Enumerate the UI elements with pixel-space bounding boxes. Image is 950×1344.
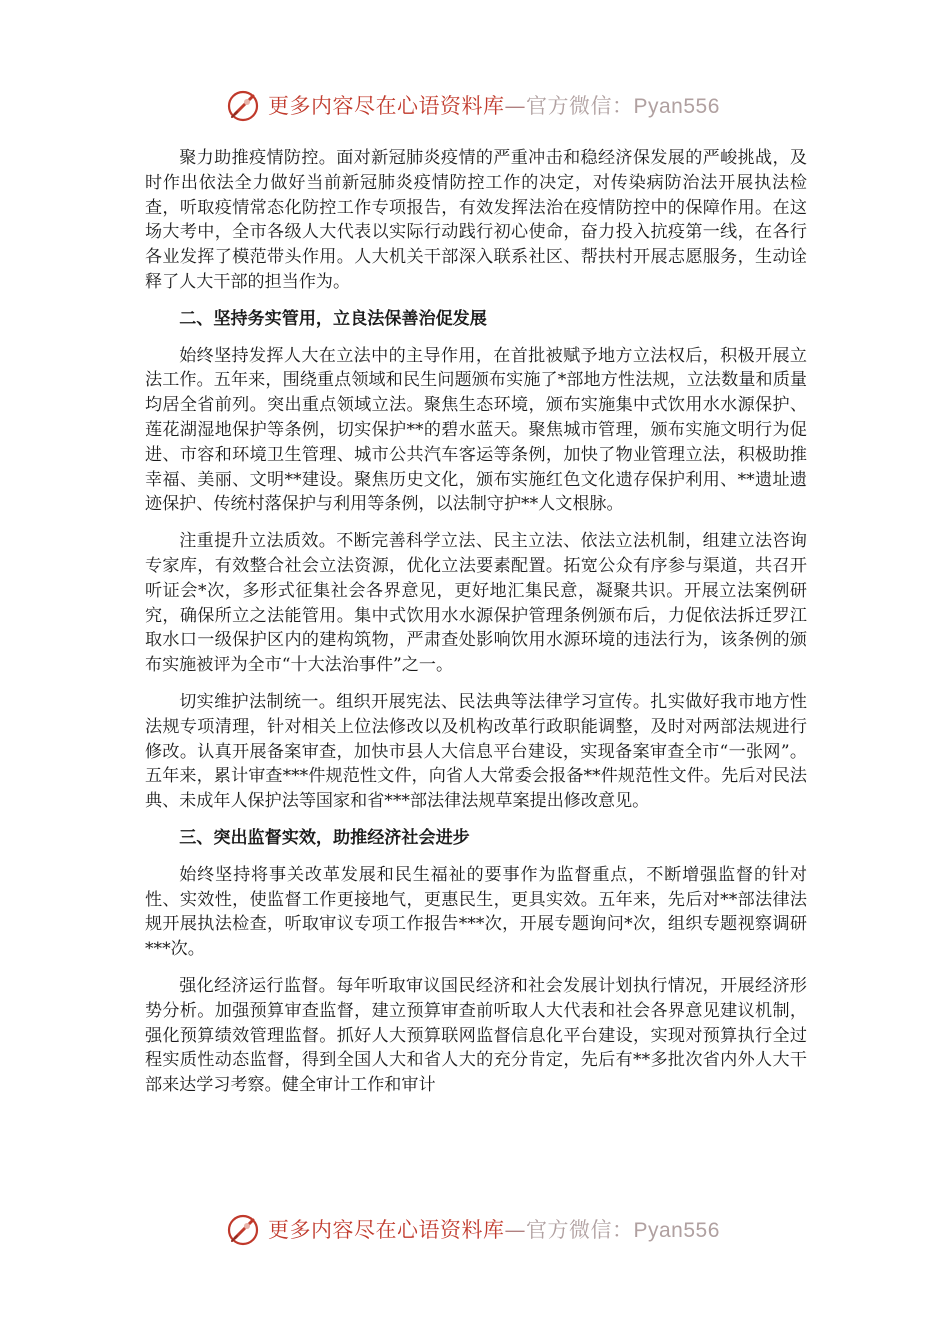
header-watermark-banner xyxy=(0,86,950,126)
watermark-text xyxy=(268,1214,720,1244)
paragraph-supervision-lead: 始终坚持将事关改革发展和民生福祉的要事作为监督重点，不断增强监督的针对性、实效性，使监督工作更接地气，更惠民生，更具实效。五年来，先后对**部法律法规开展执法检查，听取审议专项工作报告***次，开展专题询问*次，组织专题视察调研***次。 xyxy=(145,864,807,960)
watermark-text xyxy=(268,90,720,120)
watermark-wechat-id: Pyan556 xyxy=(633,95,720,118)
watermark-separator: — xyxy=(504,94,526,118)
pen-logo-icon xyxy=(226,88,262,124)
watermark-main: 更多内容尽在心语资料库 xyxy=(268,94,505,118)
document-body xyxy=(145,146,807,1098)
watermark-wechat-label: 官方微信： xyxy=(526,1218,634,1242)
paragraph-legislation-quality: 注重提升立法质效。不断完善科学立法、民主立法、依法立法机制，组建立法咨询专家库，有效整合社会立法资源，优化立法要素配置。拓宽公众有序参与渠道，共召开听证会*次，多形式征集社会各界意见，更好地汇集民意，凝聚共识。开展立法案例研究，确保所立之法能管用。集中式饮用水水源保护管理条例颁布后，力促依法拆迁罗江取水口一级保护区内的建构筑物，严肃查处影响饮用水源环境的违法行为，该条例的颁布实施被评为全市“十大法治事件”之一。 xyxy=(145,531,807,676)
paragraph-economic-supervision: 强化经济运行监督。每年听取审议国民经济和社会发展计划执行情况，开展经济形势分析。加强预算审查监督，建立预算审查前听取人大代表和社会各界意见建议机制，强化预算绩效管理监督。抓好人大预算联网监督信息化平台建设，实现对预算执行全过程实质性动态监督，得到全国人大和省人大的充分肯定，先后有**多批次省内外人大干部来达学习考察。健全审计工作和审计 xyxy=(145,975,807,1096)
watermark-wechat-id: Pyan556 xyxy=(633,1219,720,1242)
section-heading-legislation: 二、坚持务实管用，立良法保善治促发展 xyxy=(179,308,487,329)
paragraph-epidemic-prevention: 聚力助推疫情防控。面对新冠肺炎疫情的严重冲击和稳经济保发展的严峻挑战，及时作出依法全力做好当前新冠肺炎疫情防控工作的决定，对传染病防治法开展执法检查，听取疫情常态化防控工作专项报告，有效发挥法治在疫情防控中的保障作用。在这场大考中，全市各级人大代表以实际行动践行初心使命，奋力投入抗疫第一线，在各行各业发挥了模范带头作用。人大机关干部深入联系社区、帮扶村开展志愿服务，生动诠释了人大干部的担当作为。 xyxy=(145,148,807,292)
watermark-wechat-label: 官方微信： xyxy=(526,94,634,118)
paragraph-legal-unity: 切实维护法制统一。组织开展宪法、民法典等法律学习宣传。扎实做好我市地方性法规专项清理，针对相关上位法修改以及机构改革行政职能调整，及时对两部法规进行修改。认真开展备案审查，加快市县人大信息平台建设，实现备案审查全市“一张网”。五年来，累计审查***件规范性文件，向省人大常委会报备**件规范性文件。先后对民法典、未成年人保护法等国家和省***部法律法规草案提出修改意见。 xyxy=(145,691,807,812)
section-heading-supervision: 三、突出监督实效，助推经济社会进步 xyxy=(179,827,470,848)
paragraph-legislation-lead: 始终坚持发挥人大在立法中的主导作用，在首批被赋予地方立法权后，积极开展立法工作。五年来，围绕重点领域和民生问题颁布实施了*部地方性法规，立法数量和质量均居全省前列。突出重点领域立法。聚焦生态环境，颁布实施集中式饮用水水源保护、莲花湖湿地保护等条例，切实保护**的碧水蓝天。聚焦城市管理，颁布实施文明行为促进、市容和环境卫生管理、城市公共汽车客运等条例，加快了物业管理立法，积极助推幸福、美丽、文明**建设。聚焦历史文化，颁布实施红色文化遗存保护利用、**遗址遗迹保护、传统村落保护与利用等条例，以法制守护**人文根脉。 xyxy=(145,345,807,515)
footer-watermark-banner xyxy=(0,1210,950,1250)
pen-logo-icon xyxy=(226,1212,262,1248)
watermark-separator: — xyxy=(504,1218,526,1242)
watermark-main: 更多内容尽在心语资料库 xyxy=(268,1218,505,1242)
